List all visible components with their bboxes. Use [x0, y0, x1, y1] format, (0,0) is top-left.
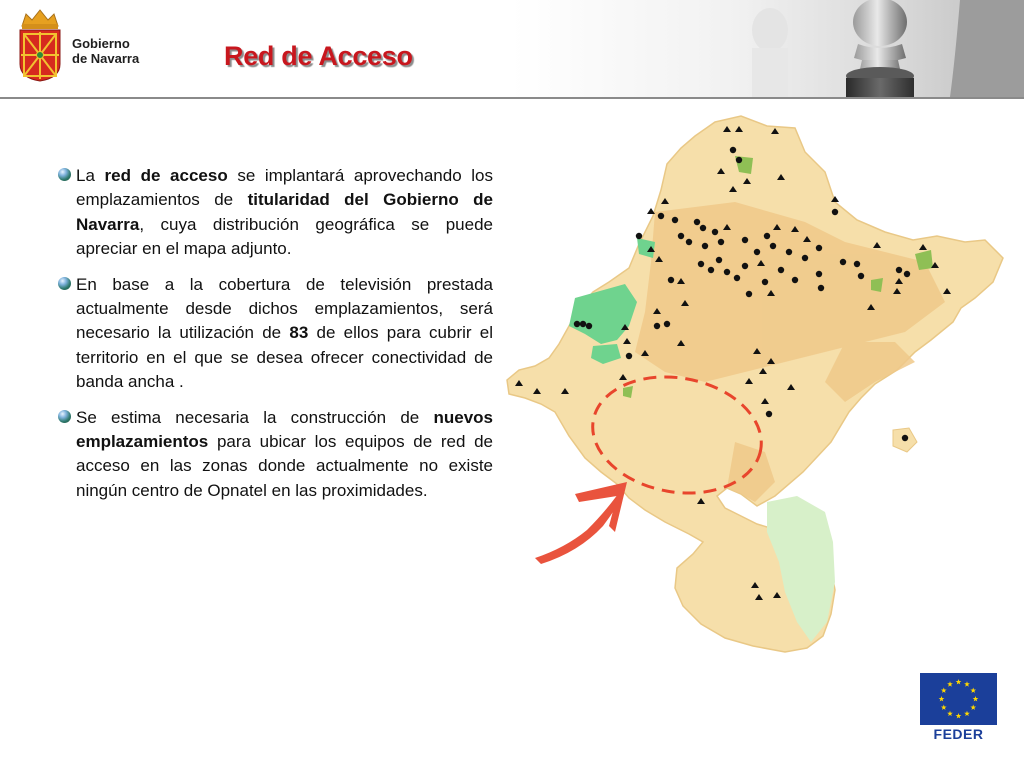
- arrow-icon: [535, 482, 627, 564]
- bullet-sphere-icon: [58, 168, 71, 181]
- government-logo-text: [72, 36, 139, 66]
- bullet-list: [58, 164, 493, 514]
- map-territory: [507, 116, 1003, 652]
- feder-label: FEDER: [933, 726, 984, 742]
- chess-pieces-image: [0, 0, 1024, 97]
- logo-line-1: Gobierno: [72, 36, 130, 51]
- bullet-item-2: En base a la cobertura de televisión prestada actualmente desde dichos emplazamientos, será necesario la utilización de 83 de ellos para cubrir el territorio en el que se desea ofrecer conectividad de banda ancha .: [58, 273, 493, 395]
- page-title: Red de Acceso: [224, 41, 413, 71]
- feder-logo: [920, 673, 997, 743]
- logo-line-2: de Navarra: [72, 51, 140, 66]
- bullet-sphere-icon: [58, 277, 71, 290]
- header-divider: [0, 97, 1024, 99]
- eu-flag-icon: [920, 673, 997, 725]
- navarra-coat-of-arms-icon: [16, 6, 64, 82]
- bullet-item-1: La red de acceso se implantará aprovechando los emplazamientos de titularidad del Gobierno de Navarra, cuya distribución geográfica se puede apreciar en el mapa adjunto.: [58, 164, 493, 262]
- header-bar: [0, 0, 1024, 97]
- navarra-coverage-map: [505, 112, 1005, 657]
- bullet-item-3: Se estima necesaria la construcción de nuevos emplazamientos para ubicar los equipos de red de acceso en las zonas donde actualmente no existe ningún centro de Opnatel en las proximidades.: [58, 406, 493, 504]
- bullet-sphere-icon: [58, 410, 71, 423]
